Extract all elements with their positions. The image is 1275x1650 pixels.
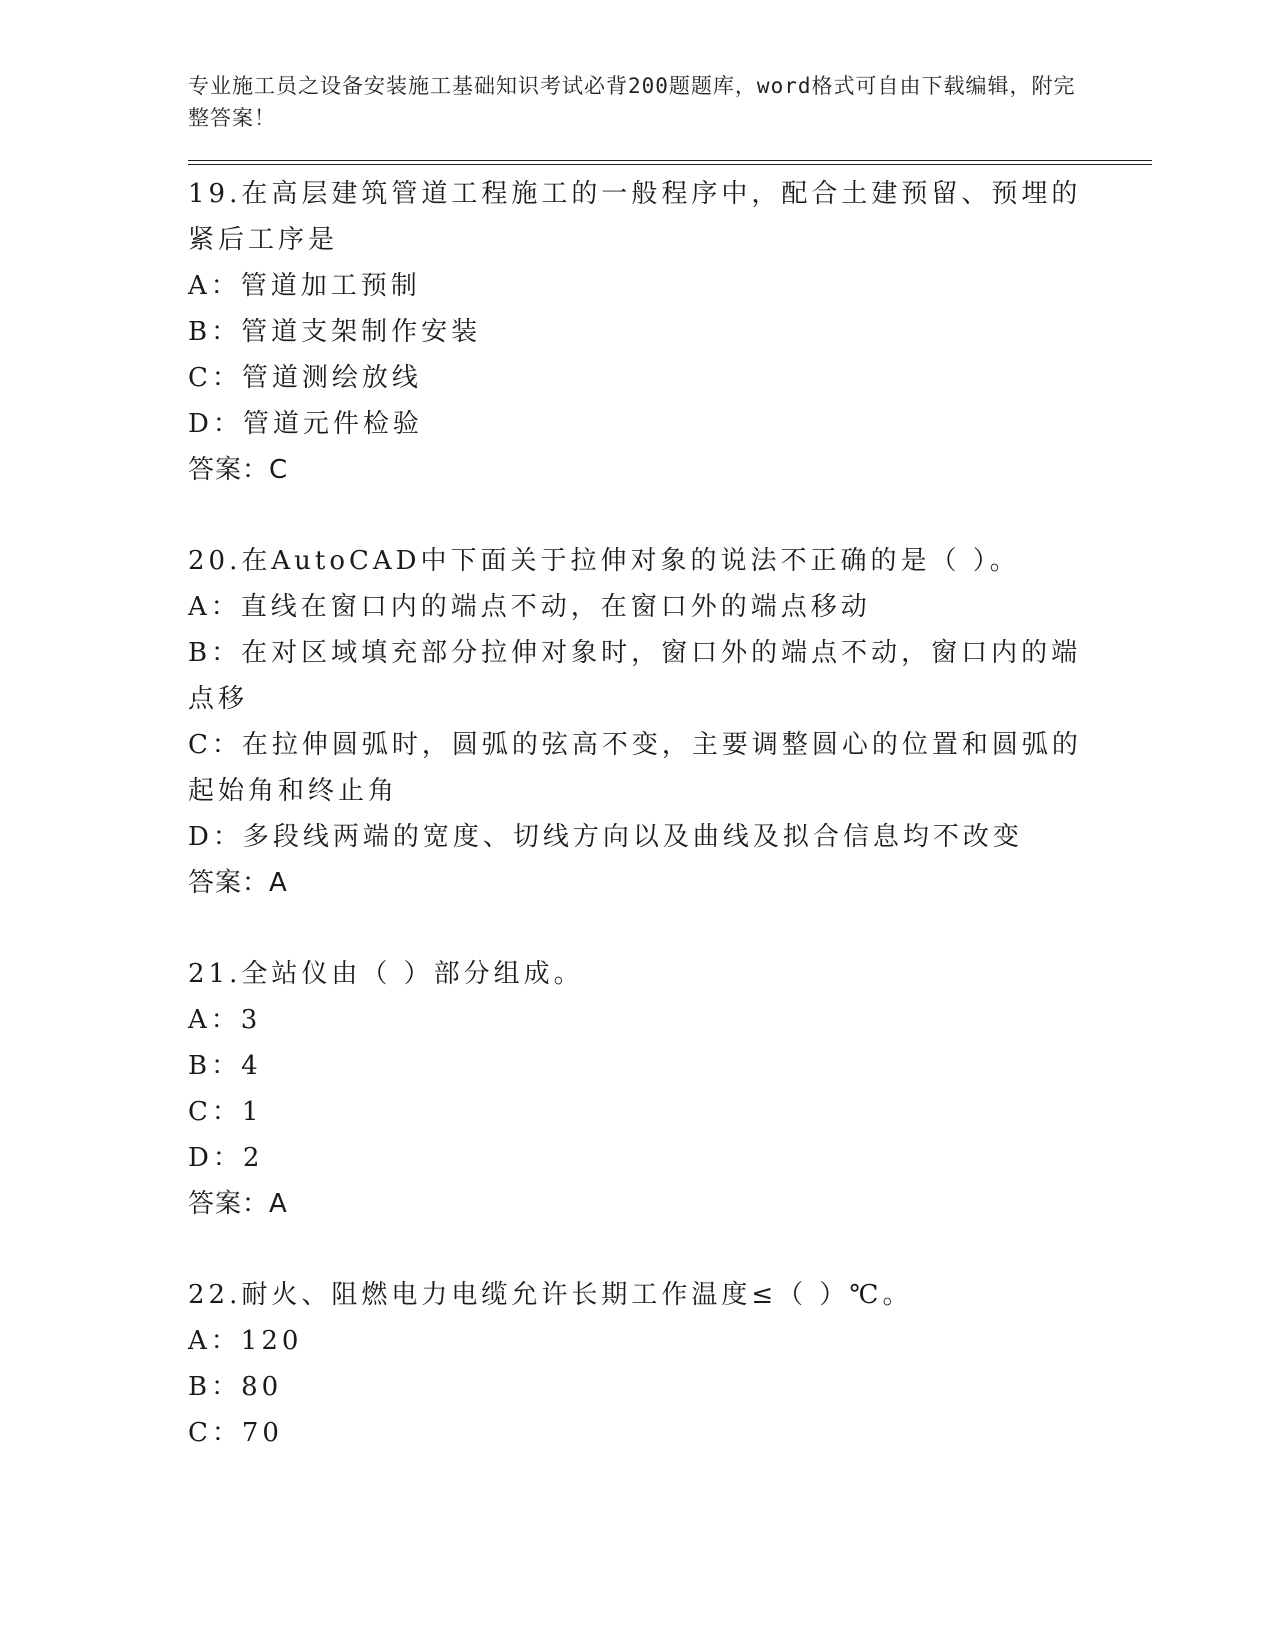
header-divider bbox=[188, 160, 1152, 165]
question-20 bbox=[188, 538, 1148, 906]
option-c: C：在拉伸圆弧时，圆弧的弦高不变，主要调整圆心的位置和圆弧的起始角和终止角 bbox=[188, 730, 1082, 806]
option-b: B：管道支架制作安装 bbox=[188, 317, 482, 347]
option-b: B：80 bbox=[188, 1372, 283, 1402]
question-22 bbox=[188, 1272, 1148, 1456]
option-c: C：1 bbox=[188, 1097, 263, 1127]
question-21 bbox=[188, 951, 1148, 1227]
question-stem: 21.全站仪由（ ）部分组成。 bbox=[188, 959, 584, 989]
question-list bbox=[188, 171, 1148, 1456]
question-19 bbox=[188, 171, 1148, 493]
option-b: B：在对区域填充部分拉伸对象时，窗口外的端点不动，窗口内的端点移 bbox=[188, 638, 1082, 714]
question-stem: 19.在高层建筑管道工程施工的一般程序中，配合土建预留、预埋的紧后工序是 bbox=[188, 179, 1082, 255]
document-page bbox=[188, 70, 1148, 1501]
option-a: A：直线在窗口内的端点不动，在窗口外的端点移动 bbox=[188, 592, 871, 622]
option-a: A：3 bbox=[188, 1005, 262, 1035]
option-d: D：多段线两端的宽度、切线方向以及曲线及拟合信息均不改变 bbox=[188, 822, 1023, 852]
option-a: A：120 bbox=[188, 1326, 303, 1356]
question-stem: 22.耐火、阻燃电力电缆允许长期工作温度≤（ ）℃。 bbox=[188, 1280, 913, 1310]
answer-label: 答案：A bbox=[188, 868, 288, 898]
option-d: D：2 bbox=[188, 1143, 264, 1173]
option-c: C：70 bbox=[188, 1418, 283, 1448]
question-stem: 20.在AutoCAD中下面关于拉伸对象的说法不正确的是（ ）。 bbox=[188, 546, 1020, 576]
option-a: A：管道加工预制 bbox=[188, 271, 421, 301]
option-d: D：管道元件检验 bbox=[188, 409, 423, 439]
answer-label: 答案：A bbox=[188, 1189, 288, 1219]
document-header: 专业施工员之设备安装施工基础知识考试必背200题题库，word格式可自由下载编辑，附完整答案！ bbox=[188, 74, 1076, 130]
option-c: C：管道测绘放线 bbox=[188, 363, 422, 393]
answer-label: 答案：C bbox=[188, 455, 289, 485]
option-b: B：4 bbox=[188, 1051, 262, 1081]
